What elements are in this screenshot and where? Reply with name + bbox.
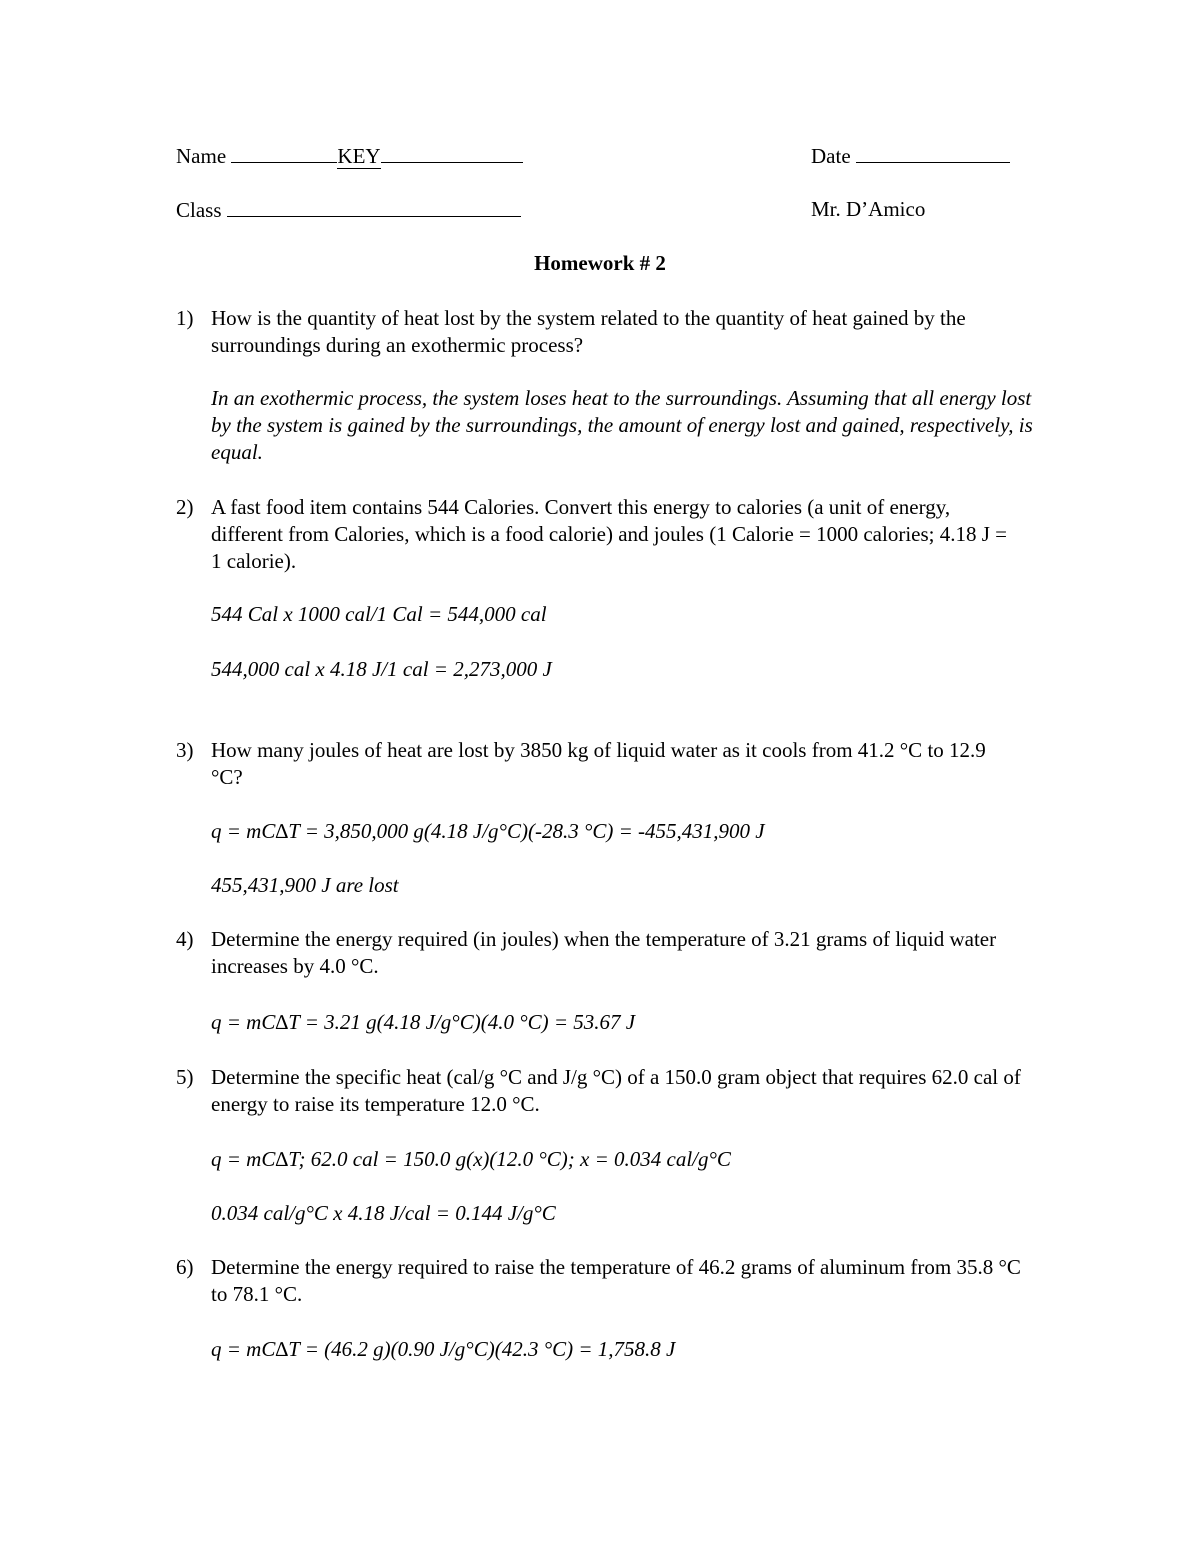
question-5-number: 5): [176, 1065, 194, 1089]
question-3-answer-2: 455,431,900 J are lost: [211, 873, 399, 897]
date-label: Date: [811, 144, 851, 168]
question-4-text: Determine the energy required (in joules) when the temperature of 3.21 grams of liquid water increases by 4.0 °C.: [211, 927, 997, 978]
question-2-number: 2): [176, 495, 194, 519]
class-blank: [227, 196, 521, 217]
date-line: [811, 142, 1010, 170]
question-3-number: 3): [176, 738, 194, 762]
question-1-answer: In an exothermic process, the system loses heat to the surroundings. Assuming that all energy lost by the system is gained by the surroundings, the amount of energy lost and gained, respectively, is equal.: [211, 386, 1033, 464]
question-2-answer-1: 544 Cal x 1000 cal/1 Cal = 544,000 cal: [211, 602, 547, 626]
date-blank: [856, 142, 1010, 163]
class-label: Class: [176, 198, 222, 222]
name-label: Name: [176, 144, 227, 168]
name-value: KEY: [337, 144, 381, 168]
question-6-answer: q = mC∆T = (46.2 g)(0.90 J/g°C)(42.3 °C) = 1,758.8 J: [211, 1337, 676, 1361]
question-5-text: Determine the specific heat (cal/g °C and J/g °C) of a 150.0 gram object that requires 62.0 cal of energy to raise its temperature 12.0 °C.: [211, 1065, 1021, 1116]
question-1-text: How is the quantity of heat lost by the system related to the quantity of heat gained by the surroundings during an exothermic process?: [211, 306, 966, 357]
question-3-text: How many joules of heat are lost by 3850 kg of liquid water as it cools from 41.2 °C to 12.9 °C?: [211, 738, 986, 789]
question-1-number: 1): [176, 306, 194, 330]
question-2-text: A fast food item contains 544 Calories. Convert this energy to calories (a unit of energy, different from Calories, which is a food calorie) and joules (1 Calorie = 1000 calories; 4.18 J = 1 calorie).: [211, 495, 1008, 573]
question-6-text: Determine the energy required to raise the temperature of 46.2 grams of aluminum from 35.8 °C to 78.1 °C.: [211, 1255, 1021, 1306]
page-title: Homework # 2: [534, 251, 666, 275]
teacher-name: Mr. D’Amico: [811, 197, 926, 221]
question-4-answer: q = mC∆T = 3.21 g(4.18 J/g°C)(4.0 °C) = 53.67 J: [211, 1010, 636, 1034]
question-5-answer-1: q = mC∆T; 62.0 cal = 150.0 g(x)(12.0 °C); x = 0.034 cal/g°C: [211, 1147, 731, 1171]
class-line: [176, 196, 521, 224]
name-blank-left: [231, 142, 337, 163]
question-5-answer-2: 0.034 cal/g°C x 4.18 J/cal = 0.144 J/g°C: [211, 1201, 556, 1225]
question-3-answer-1: q = mC∆T = 3,850,000 g(4.18 J/g°C)(-28.3 °C) = -455,431,900 J: [211, 819, 765, 843]
name-blank-right: [381, 142, 523, 163]
question-6-number: 6): [176, 1255, 194, 1279]
name-line: [176, 142, 523, 170]
question-4-number: 4): [176, 927, 194, 951]
question-2-answer-2: 544,000 cal x 4.18 J/1 cal = 2,273,000 J: [211, 657, 552, 681]
